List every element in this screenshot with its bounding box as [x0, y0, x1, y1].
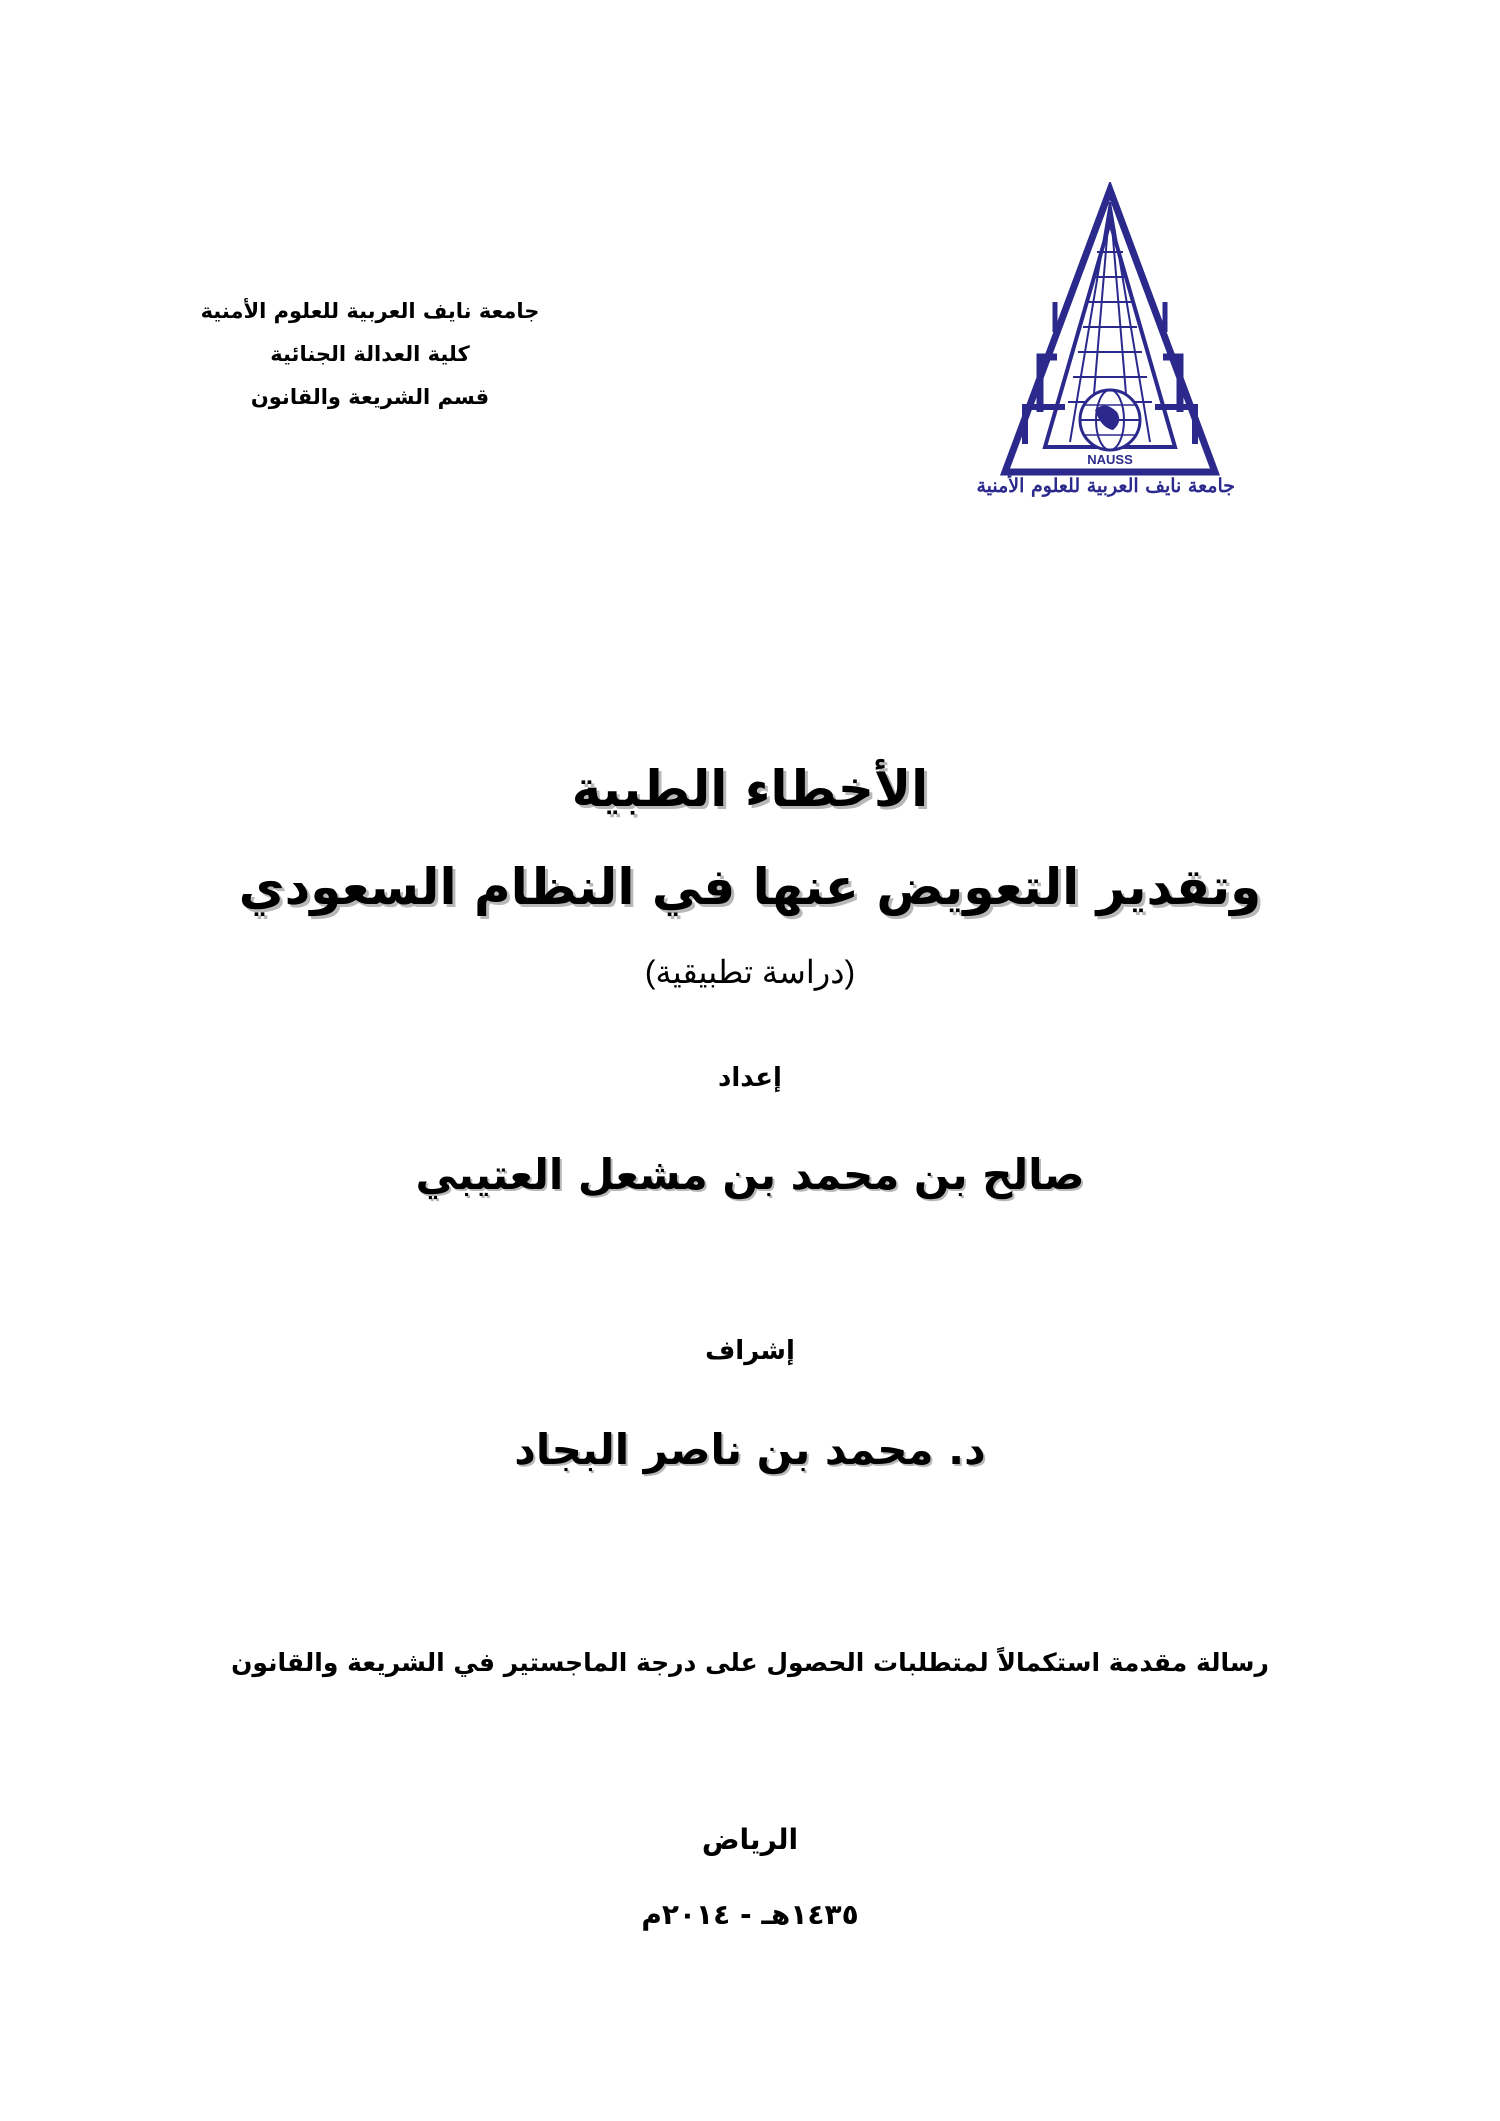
department-name: قسم الشريعة والقانون	[250, 385, 490, 409]
supervisor-label: إشراف	[705, 1336, 795, 1366]
institution-header	[190, 290, 550, 419]
place: الرياض	[701, 1823, 799, 1856]
title-line-1: الأخطاء الطبية	[571, 760, 929, 818]
author-name: صالح بن محمد بن مشعل العتيبي	[415, 1150, 1085, 1199]
university-name: جامعة نايف العربية للعلوم الأمنية	[200, 299, 540, 323]
college-name: كلية العدالة الجنائية	[270, 342, 470, 366]
logo-caption: جامعة نايف العربية للعلوم الأمنية	[976, 475, 1235, 497]
supervisor-name: د. محمد بن ناصر البجاد	[514, 1425, 986, 1474]
title-line-2: وتقدير التعويض عنها في النظام السعودي	[238, 858, 1262, 916]
author-label: إعداد	[718, 1063, 782, 1093]
degree-statement: رسالة مقدمة استكمالاً لمتطلبات الحصول على درجة الماجستير في الشريعة والقانون	[231, 1648, 1269, 1677]
university-logo-icon	[976, 182, 1235, 512]
logo-acronym: NAUSS	[1087, 452, 1133, 467]
subtitle: (دراسة تطبيقية)	[644, 954, 856, 990]
date: ١٤٣٥هـ - ٢٠١٤م	[641, 1898, 859, 1931]
